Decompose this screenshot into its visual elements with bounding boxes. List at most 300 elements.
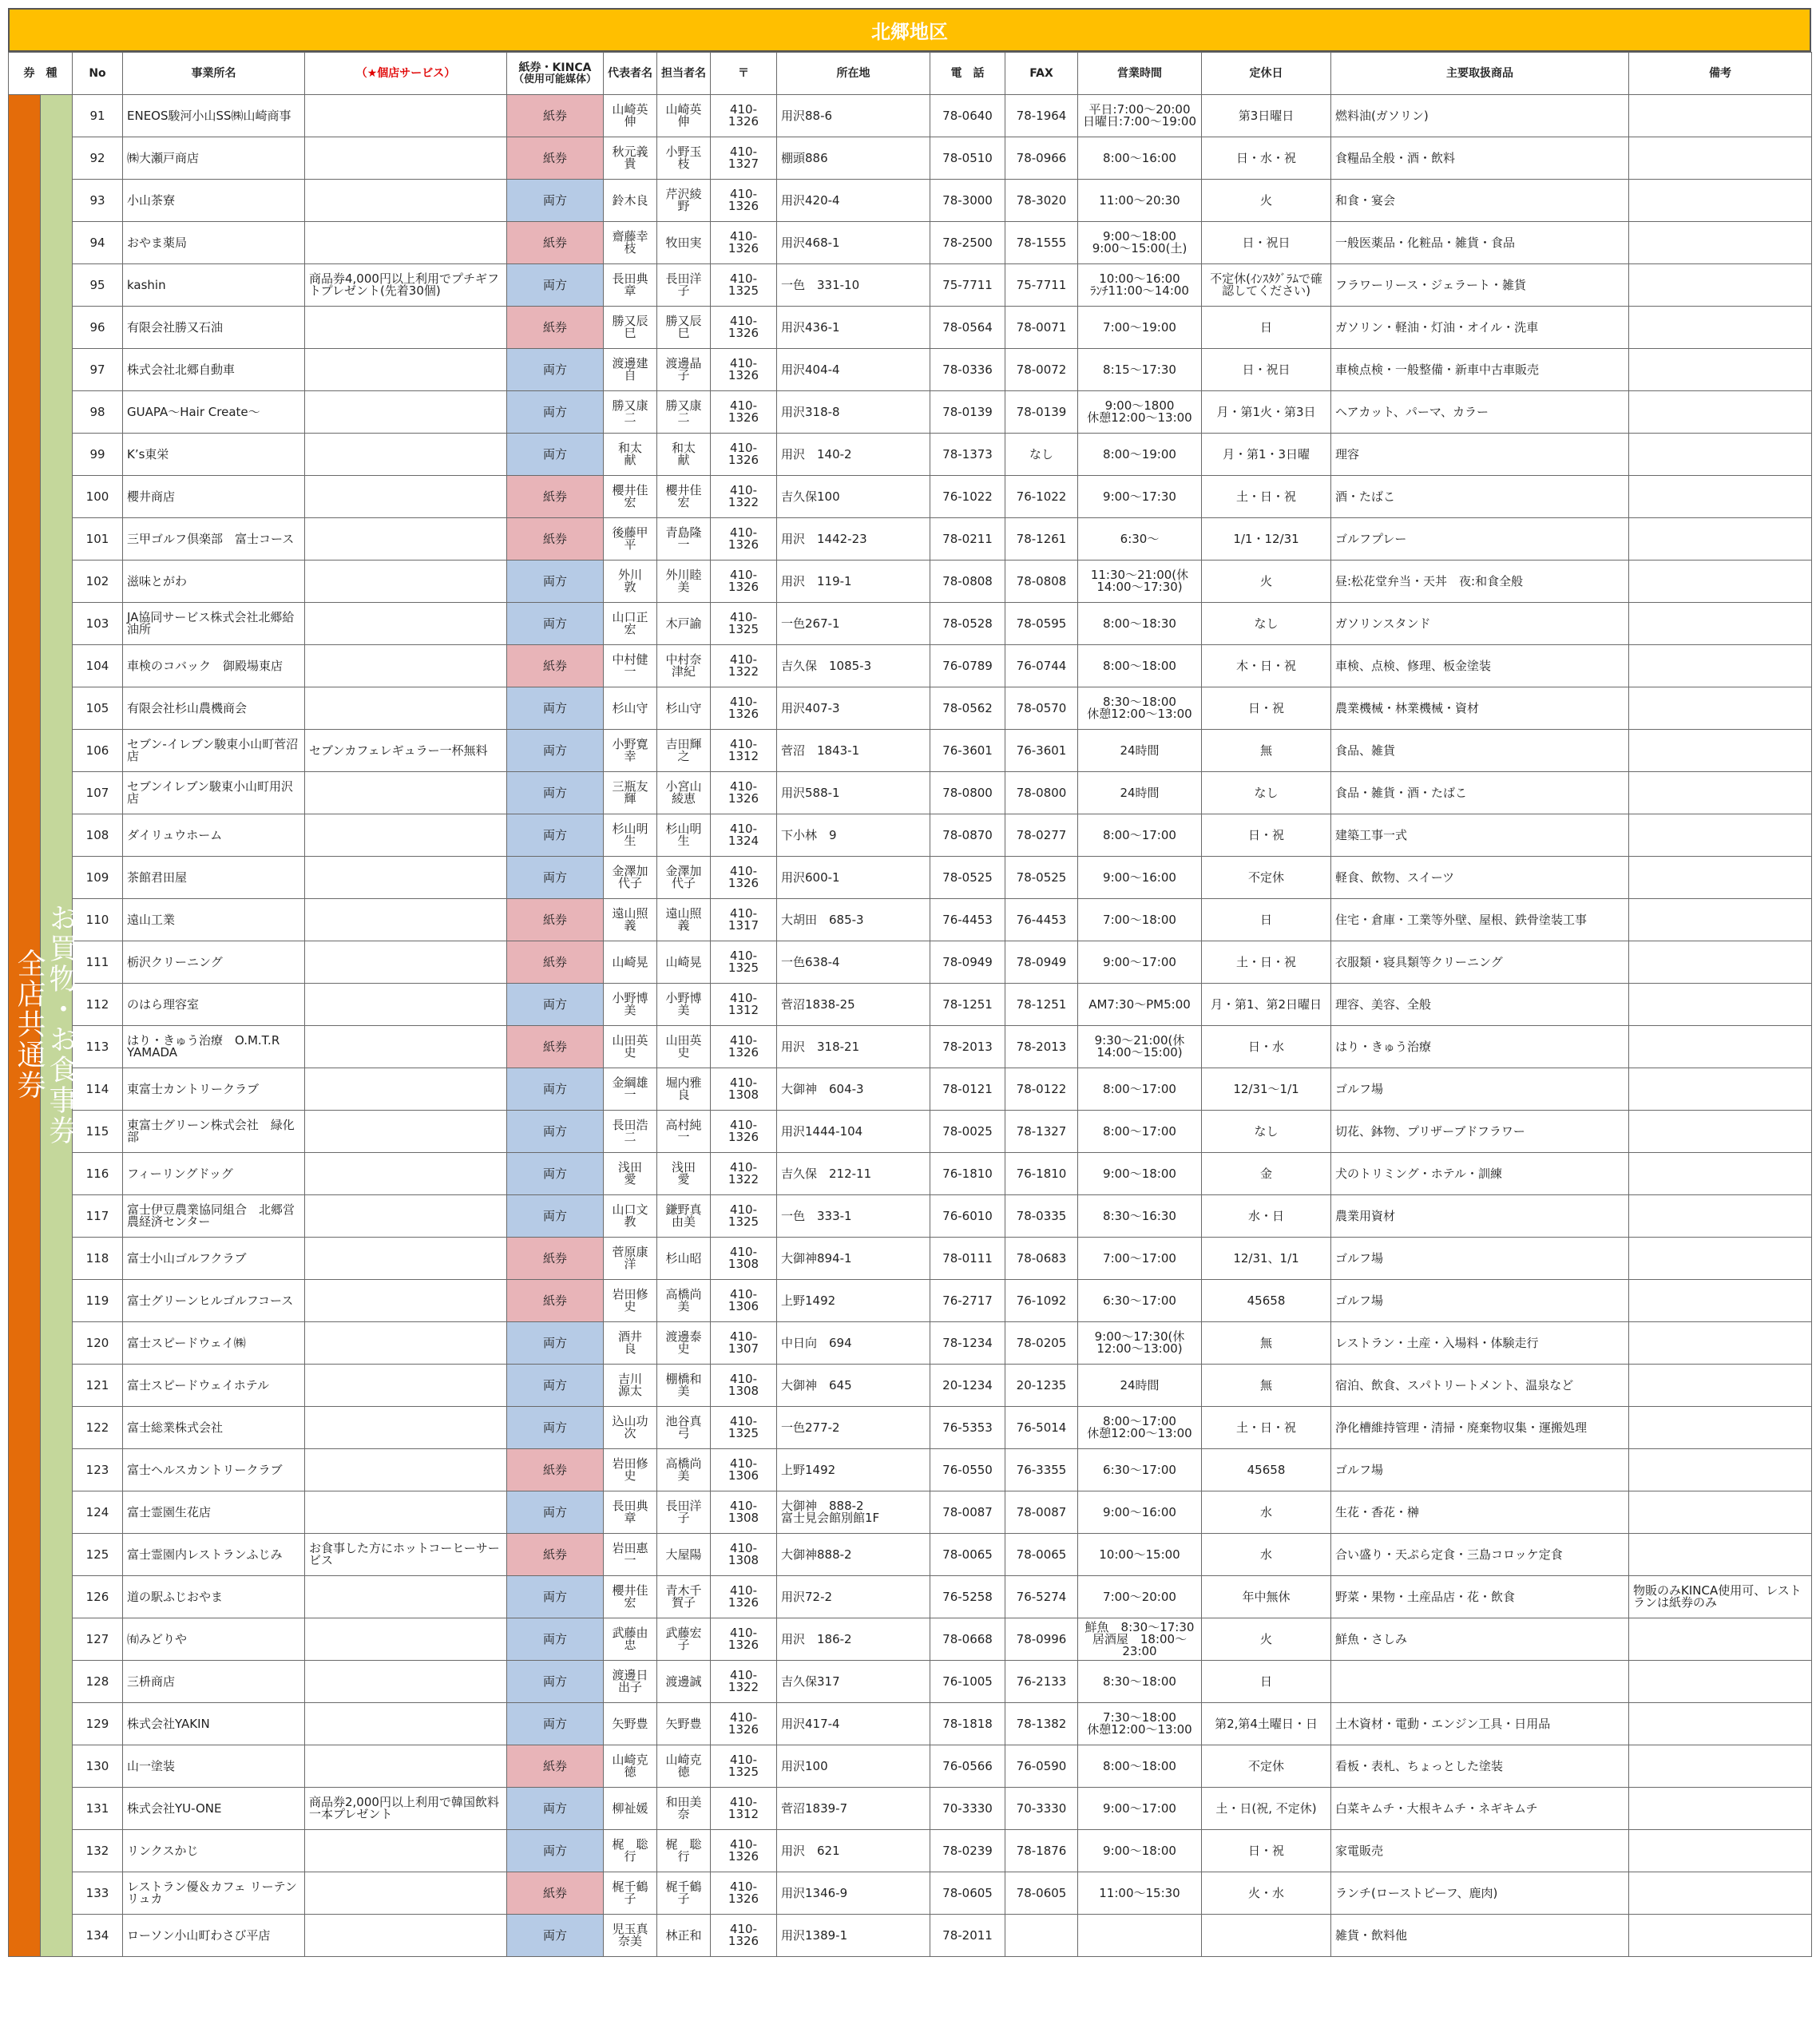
cell-representative: 勝又康二	[604, 391, 657, 434]
cell-postal: 410-1326	[711, 857, 777, 899]
cell-phone: 78-0121	[930, 1068, 1005, 1111]
table-row	[9, 814, 1812, 857]
cell-phone: 76-0789	[930, 645, 1005, 687]
cell-representative: 山口正宏	[604, 603, 657, 645]
cell-business-name: 富士ヘルスカントリークラブ	[123, 1449, 305, 1491]
cell-hours: AM7:30～PM5:00	[1078, 984, 1202, 1026]
cell-holiday: 45658	[1202, 1280, 1331, 1322]
store-table	[8, 52, 1812, 1957]
cell-address: 用沢1346-9	[777, 1872, 930, 1915]
cell-media: 紙券	[507, 1534, 604, 1576]
cell-contact: 中村奈津紀	[657, 645, 711, 687]
cell-remarks	[1629, 1153, 1812, 1195]
table-row	[9, 1830, 1812, 1872]
cell-fax: 76-2133	[1005, 1661, 1078, 1703]
cell-phone: 78-0139	[930, 391, 1005, 434]
cell-postal: 410-1326	[711, 1915, 777, 1957]
cell-media: 両方	[507, 1491, 604, 1534]
table-row	[9, 1661, 1812, 1703]
cell-remarks	[1629, 1449, 1812, 1491]
table-row	[9, 349, 1812, 391]
cell-address: 菅沼1839-7	[777, 1788, 930, 1830]
cell-representative: 後藤甲平	[604, 518, 657, 561]
cell-business-name: 有限会社杉山農機商会	[123, 687, 305, 730]
cell-service	[305, 476, 507, 518]
cell-address: 棚頭886	[777, 137, 930, 180]
cell-media: 両方	[507, 1703, 604, 1745]
cell-business-name: フィーリングドッグ	[123, 1153, 305, 1195]
cell-products: ゴルフ場	[1331, 1238, 1629, 1280]
cell-media: 両方	[507, 1788, 604, 1830]
table-row	[9, 772, 1812, 814]
cell-holiday: 日・祝	[1202, 1830, 1331, 1872]
cell-hours: 8:00～17:00 休憩12:00～13:00	[1078, 1407, 1202, 1449]
cell-remarks	[1629, 434, 1812, 476]
cell-holiday: 無	[1202, 1365, 1331, 1407]
cell-phone: 76-6010	[930, 1195, 1005, 1238]
cell-remarks	[1629, 1788, 1812, 1830]
cell-phone: 78-0336	[930, 349, 1005, 391]
cell-service	[305, 1407, 507, 1449]
cell-remarks	[1629, 518, 1812, 561]
cell-no: 103	[73, 603, 123, 645]
cell-service	[305, 95, 507, 137]
cell-products: 鮮魚・さしみ	[1331, 1618, 1629, 1661]
cell-phone: 78-0239	[930, 1830, 1005, 1872]
cell-business-name: レストラン優＆カフェ リーテンリュカ	[123, 1872, 305, 1915]
cell-hours: 10:00～16:00 ﾗﾝﾁ11:00～14:00	[1078, 264, 1202, 307]
cell-contact: 高橋尚美	[657, 1280, 711, 1322]
cell-hours: 9:00～17:30(休12:00～13:00)	[1078, 1322, 1202, 1365]
cell-business-name: リンクスかじ	[123, 1830, 305, 1872]
cell-phone: 78-0065	[930, 1534, 1005, 1576]
cell-business-name: JA協同サービス株式会社北郷給油所	[123, 603, 305, 645]
cell-products: ゴルフプレー	[1331, 518, 1629, 561]
category-outer-cell	[9, 95, 46, 1957]
cell-fax: 78-0966	[1005, 137, 1078, 180]
cell-no: 106	[73, 730, 123, 772]
header-remarks: 備考	[1629, 53, 1812, 95]
cell-holiday: 日・祝	[1202, 687, 1331, 730]
cell-representative: 柳祉媛	[604, 1788, 657, 1830]
cell-remarks	[1629, 307, 1812, 349]
cell-postal: 410-1326	[711, 1111, 777, 1153]
cell-phone: 78-0808	[930, 561, 1005, 603]
cell-representative: 櫻井佳宏	[604, 1576, 657, 1618]
cell-service: 商品券2,000円以上利用で韓国飲料一本プレゼント	[305, 1788, 507, 1830]
cell-fax: 78-0139	[1005, 391, 1078, 434]
cell-media: 紙券	[507, 1026, 604, 1068]
table-row	[9, 1153, 1812, 1195]
cell-no: 105	[73, 687, 123, 730]
cell-hours: 8:00～16:00	[1078, 137, 1202, 180]
cell-hours: 11:00～15:30	[1078, 1872, 1202, 1915]
cell-contact: 梶千鶴子	[657, 1872, 711, 1915]
cell-media: 両方	[507, 1111, 604, 1153]
cell-no: 112	[73, 984, 123, 1026]
cell-holiday: 土・日・祝	[1202, 1407, 1331, 1449]
table-row	[9, 603, 1812, 645]
cell-media: 紙券	[507, 518, 604, 561]
cell-holiday: 日・祝日	[1202, 349, 1331, 391]
cell-business-name: 富士総業株式会社	[123, 1407, 305, 1449]
table-row	[9, 180, 1812, 222]
cell-no: 99	[73, 434, 123, 476]
cell-address: 用沢407-3	[777, 687, 930, 730]
cell-phone: 76-3601	[930, 730, 1005, 772]
cell-fax: 78-1876	[1005, 1830, 1078, 1872]
cell-holiday: 45658	[1202, 1449, 1331, 1491]
cell-address: 用沢100	[777, 1745, 930, 1788]
table-row	[9, 984, 1812, 1026]
cell-remarks	[1629, 857, 1812, 899]
cell-fax: 78-0996	[1005, 1618, 1078, 1661]
cell-no: 116	[73, 1153, 123, 1195]
cell-hours: 11:30～21:00(休14:00～17:30)	[1078, 561, 1202, 603]
cell-holiday: 日・水・祝	[1202, 137, 1331, 180]
cell-fax: 76-5014	[1005, 1407, 1078, 1449]
cell-holiday: 金	[1202, 1153, 1331, 1195]
cell-remarks	[1629, 1195, 1812, 1238]
cell-postal: 410-1312	[711, 730, 777, 772]
cell-no: 98	[73, 391, 123, 434]
cell-service	[305, 857, 507, 899]
cell-products: 車検点検・一般整備・新車中古車販売	[1331, 349, 1629, 391]
store-list-sheet	[8, 8, 1811, 1957]
cell-business-name: セブン-イレブン駿東小山町菅沼店	[123, 730, 305, 772]
cell-hours: 6:30～	[1078, 518, 1202, 561]
cell-address: 用沢468-1	[777, 222, 930, 264]
cell-no: 120	[73, 1322, 123, 1365]
cell-fax: 76-1092	[1005, 1280, 1078, 1322]
cell-fax: 78-1251	[1005, 984, 1078, 1026]
cell-hours: 9:00～18:00	[1078, 1830, 1202, 1872]
cell-postal: 410-1312	[711, 1788, 777, 1830]
cell-remarks	[1629, 222, 1812, 264]
cell-business-name: おやま薬局	[123, 222, 305, 264]
cell-no: 121	[73, 1365, 123, 1407]
cell-hours: 8:00～17:00	[1078, 814, 1202, 857]
cell-service	[305, 180, 507, 222]
header-media-line1: 紙券・KINCA	[518, 61, 592, 74]
cell-holiday: なし	[1202, 603, 1331, 645]
cell-no: 108	[73, 814, 123, 857]
cell-business-name: 東富士グリーン株式会社 緑化部	[123, 1111, 305, 1153]
cell-address: 一色267-1	[777, 603, 930, 645]
table-row	[9, 645, 1812, 687]
cell-business-name: 滋味とがわ	[123, 561, 305, 603]
cell-hours: 8:30～18:00 休憩12:00～13:00	[1078, 687, 1202, 730]
cell-postal: 410-1326	[711, 1618, 777, 1661]
cell-postal: 410-1308	[711, 1534, 777, 1576]
table-row	[9, 264, 1812, 307]
cell-address: 用沢436-1	[777, 307, 930, 349]
cell-holiday: 12/31、1/1	[1202, 1238, 1331, 1280]
cell-business-name: 栃沢クリーニング	[123, 941, 305, 984]
cell-media: 紙券	[507, 1872, 604, 1915]
cell-contact: 武藤宏子	[657, 1618, 711, 1661]
cell-hours: 11:00～20:30	[1078, 180, 1202, 222]
cell-contact: 和太 献	[657, 434, 711, 476]
cell-phone: 78-2011	[930, 1915, 1005, 1957]
cell-representative: 櫻井佳宏	[604, 476, 657, 518]
cell-media: 紙券	[507, 899, 604, 941]
cell-service	[305, 1745, 507, 1788]
cell-contact: 長田洋子	[657, 264, 711, 307]
cell-postal: 410-1308	[711, 1238, 777, 1280]
cell-contact: 金澤加代子	[657, 857, 711, 899]
cell-phone: 78-0025	[930, 1111, 1005, 1153]
cell-remarks	[1629, 95, 1812, 137]
cell-postal: 410-1326	[711, 1830, 777, 1872]
table-row	[9, 1068, 1812, 1111]
cell-business-name: 三甲ゴルフ倶楽部 富士コース	[123, 518, 305, 561]
cell-fax: 76-0590	[1005, 1745, 1078, 1788]
cell-postal: 410-1306	[711, 1449, 777, 1491]
cell-fax: 76-4453	[1005, 899, 1078, 941]
cell-fax: 78-1382	[1005, 1703, 1078, 1745]
table-row	[9, 1576, 1812, 1618]
cell-business-name: 山一塗装	[123, 1745, 305, 1788]
header-no: No	[73, 53, 123, 95]
cell-holiday: 日	[1202, 307, 1331, 349]
cell-fax: 78-1261	[1005, 518, 1078, 561]
cell-products: 白菜キムチ・大根キムチ・ネギキムチ	[1331, 1788, 1629, 1830]
cell-fax: 78-0800	[1005, 772, 1078, 814]
cell-remarks	[1629, 772, 1812, 814]
cell-no: 93	[73, 180, 123, 222]
cell-fax: 20-1235	[1005, 1365, 1078, 1407]
cell-representative: 山田英史	[604, 1026, 657, 1068]
cell-hours: 鮮魚 8:30～17:30 居酒屋 18:00～23:00	[1078, 1618, 1202, 1661]
cell-representative: 杉山守	[604, 687, 657, 730]
cell-products: ガソリンスタンド	[1331, 603, 1629, 645]
cell-holiday: 1/1・12/31	[1202, 518, 1331, 561]
cell-hours: 8:00～17:00	[1078, 1111, 1202, 1153]
cell-products: 一般医薬品・化粧品・雑貨・食品	[1331, 222, 1629, 264]
cell-address: 菅沼1838-25	[777, 984, 930, 1026]
cell-remarks	[1629, 814, 1812, 857]
cell-postal: 410-1308	[711, 1068, 777, 1111]
cell-hours: 10:00～15:00	[1078, 1534, 1202, 1576]
cell-holiday: 火	[1202, 1618, 1331, 1661]
cell-service: 商品券4,000円以上利用でプチギフトプレゼント(先着30個)	[305, 264, 507, 307]
cell-representative: 長田浩二	[604, 1111, 657, 1153]
cell-products: 食糧品全般・酒・飲料	[1331, 137, 1629, 180]
cell-media: 両方	[507, 1407, 604, 1449]
cell-business-name: 道の駅ふじおやま	[123, 1576, 305, 1618]
cell-media: 両方	[507, 772, 604, 814]
cell-no: 111	[73, 941, 123, 984]
cell-products: 生花・香花・榊	[1331, 1491, 1629, 1534]
cell-holiday: 無	[1202, 730, 1331, 772]
cell-phone: 76-0550	[930, 1449, 1005, 1491]
cell-hours: 8:30～16:30	[1078, 1195, 1202, 1238]
table-row	[9, 1407, 1812, 1449]
cell-media: 両方	[507, 1830, 604, 1872]
cell-products	[1331, 1661, 1629, 1703]
cell-contact: 林正和	[657, 1915, 711, 1957]
cell-products: ゴルフ場	[1331, 1280, 1629, 1322]
cell-postal: 410-1326	[711, 518, 777, 561]
cell-contact: 勝又康二	[657, 391, 711, 434]
cell-remarks	[1629, 1026, 1812, 1068]
cell-service	[305, 1830, 507, 1872]
cell-remarks: 物販のみKINCA使用可、レストランは紙券のみ	[1629, 1576, 1812, 1618]
cell-no: 126	[73, 1576, 123, 1618]
cell-postal: 410-1307	[711, 1322, 777, 1365]
cell-fax: 78-0525	[1005, 857, 1078, 899]
header-phone: 電 話	[930, 53, 1005, 95]
cell-representative: 込山功次	[604, 1407, 657, 1449]
cell-no: 94	[73, 222, 123, 264]
cell-media: 両方	[507, 984, 604, 1026]
cell-phone: 78-0111	[930, 1238, 1005, 1280]
category-inner-label: お買物・お食事券	[45, 903, 77, 1146]
cell-address: 上野1492	[777, 1449, 930, 1491]
cell-service	[305, 1915, 507, 1957]
cell-media: 両方	[507, 1618, 604, 1661]
table-row	[9, 1745, 1812, 1788]
cell-postal: 410-1327	[711, 137, 777, 180]
table-row	[9, 1788, 1812, 1830]
table-row	[9, 1618, 1812, 1661]
cell-address: 用沢 621	[777, 1830, 930, 1872]
cell-representative: 外川 敦	[604, 561, 657, 603]
cell-media: 紙券	[507, 95, 604, 137]
cell-address: 用沢 318-21	[777, 1026, 930, 1068]
cell-address: 大胡田 685-3	[777, 899, 930, 941]
cell-service	[305, 1322, 507, 1365]
cell-representative: 金綱雄一	[604, 1068, 657, 1111]
cell-representative: 和太 献	[604, 434, 657, 476]
cell-media: 両方	[507, 687, 604, 730]
cell-products: 衣服類・寝具類等クリーニング	[1331, 941, 1629, 984]
cell-media: 紙券	[507, 645, 604, 687]
cell-business-name: 株式会社YAKIN	[123, 1703, 305, 1745]
header-hours: 営業時間	[1078, 53, 1202, 95]
cell-remarks	[1629, 1238, 1812, 1280]
cell-hours: 8:00～18:00	[1078, 645, 1202, 687]
cell-remarks	[1629, 1830, 1812, 1872]
cell-remarks	[1629, 1703, 1812, 1745]
cell-products: 和食・宴会	[1331, 180, 1629, 222]
cell-address: 用沢 1442-23	[777, 518, 930, 561]
table-row	[9, 857, 1812, 899]
cell-address: 吉久保100	[777, 476, 930, 518]
cell-postal: 410-1325	[711, 264, 777, 307]
cell-representative: 山崎克徳	[604, 1745, 657, 1788]
cell-hours: 7:00～20:00	[1078, 1576, 1202, 1618]
cell-postal: 410-1326	[711, 222, 777, 264]
cell-service	[305, 814, 507, 857]
cell-fax: 78-2013	[1005, 1026, 1078, 1068]
cell-contact: 矢野豊	[657, 1703, 711, 1745]
cell-hours: 6:30～17:00	[1078, 1449, 1202, 1491]
cell-business-name: ローソン小山町わさび平店	[123, 1915, 305, 1957]
cell-remarks	[1629, 391, 1812, 434]
cell-no: 115	[73, 1111, 123, 1153]
cell-holiday: 火	[1202, 180, 1331, 222]
cell-postal: 410-1312	[711, 984, 777, 1026]
cell-fax: 78-3020	[1005, 180, 1078, 222]
cell-phone: 78-0949	[930, 941, 1005, 984]
cell-remarks	[1629, 984, 1812, 1026]
cell-remarks	[1629, 1661, 1812, 1703]
cell-postal: 410-1306	[711, 1280, 777, 1322]
cell-fax: 78-1964	[1005, 95, 1078, 137]
cell-phone: 78-2013	[930, 1026, 1005, 1068]
cell-contact: 青島隆一	[657, 518, 711, 561]
cell-products: 燃料油(ガソリン)	[1331, 95, 1629, 137]
cell-fax: 70-3330	[1005, 1788, 1078, 1830]
cell-representative: 小野博美	[604, 984, 657, 1026]
cell-products: 理容	[1331, 434, 1629, 476]
cell-hours: 7:30～18:00 休憩12:00～13:00	[1078, 1703, 1202, 1745]
cell-fax: 76-5274	[1005, 1576, 1078, 1618]
cell-representative: 小野寛幸	[604, 730, 657, 772]
cell-representative: 杉山明生	[604, 814, 657, 857]
cell-contact: 山崎英伸	[657, 95, 711, 137]
district-title: 北郷地区	[8, 8, 1811, 52]
cell-address: 大御神888-2	[777, 1534, 930, 1576]
header-media	[507, 53, 604, 95]
cell-representative: 秋元義貴	[604, 137, 657, 180]
cell-holiday: 日・祝日	[1202, 222, 1331, 264]
cell-contact: 棚橋和美	[657, 1365, 711, 1407]
table-row	[9, 730, 1812, 772]
cell-no: 92	[73, 137, 123, 180]
cell-fax: 78-0065	[1005, 1534, 1078, 1576]
cell-hours	[1078, 1915, 1202, 1957]
cell-representative: 山崎晃	[604, 941, 657, 984]
cell-service	[305, 1703, 507, 1745]
cell-hours: 9:00～18:00	[1078, 1153, 1202, 1195]
cell-products: 浄化槽維持管理・清掃・廃棄物収集・運搬処理	[1331, 1407, 1629, 1449]
cell-contact: 山崎晃	[657, 941, 711, 984]
cell-fax: 78-0072	[1005, 349, 1078, 391]
cell-remarks	[1629, 561, 1812, 603]
cell-address: 下小林 9	[777, 814, 930, 857]
cell-business-name: 株式会社北郷自動車	[123, 349, 305, 391]
cell-representative: 勝又辰巳	[604, 307, 657, 349]
cell-remarks	[1629, 476, 1812, 518]
cell-remarks	[1629, 1872, 1812, 1915]
cell-media: 両方	[507, 264, 604, 307]
table-row	[9, 941, 1812, 984]
cell-phone: 76-1005	[930, 1661, 1005, 1703]
cell-postal: 410-1317	[711, 899, 777, 941]
cell-holiday: 日・祝	[1202, 814, 1331, 857]
cell-holiday: 土・日・祝	[1202, 476, 1331, 518]
cell-remarks	[1629, 645, 1812, 687]
cell-service	[305, 645, 507, 687]
cell-hours: 9:00～17:30	[1078, 476, 1202, 518]
cell-no: 127	[73, 1618, 123, 1661]
cell-representative: 武藤由忠	[604, 1618, 657, 1661]
cell-no: 130	[73, 1745, 123, 1788]
cell-hours: 24時間	[1078, 730, 1202, 772]
cell-products: 車検、点検、修理、板金塗装	[1331, 645, 1629, 687]
cell-service	[305, 434, 507, 476]
cell-contact: 小野博美	[657, 984, 711, 1026]
header-business: 事業所名	[123, 53, 305, 95]
cell-contact: 浅田 愛	[657, 1153, 711, 1195]
cell-business-name: 富士スピードウェイ㈱	[123, 1322, 305, 1365]
cell-phone: 76-4453	[930, 899, 1005, 941]
cell-service	[305, 391, 507, 434]
cell-hours: 6:30～17:00	[1078, 1280, 1202, 1322]
